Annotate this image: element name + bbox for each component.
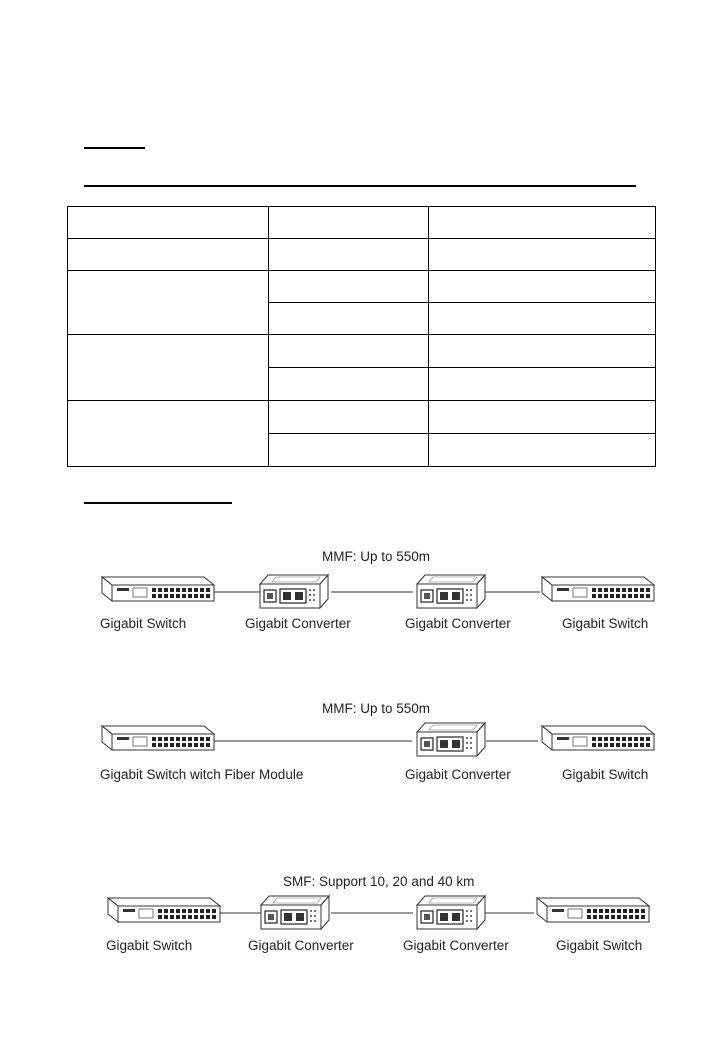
fiber-link — [486, 740, 538, 742]
table-cell-merged — [67, 400, 269, 467]
media-converter-icon — [253, 572, 335, 612]
device-label: Gigabit Switch — [556, 938, 643, 953]
media-converter-icon — [254, 893, 336, 933]
heading-underline-short — [84, 147, 145, 149]
link-label: MMF: Up to 550m — [322, 701, 431, 716]
table-cell — [268, 334, 429, 368]
table-cell — [428, 302, 656, 335]
media-converter-icon — [410, 572, 492, 612]
network-switch-icon — [535, 722, 657, 752]
table-cell — [428, 238, 656, 271]
table-cell — [428, 433, 656, 467]
table-cell — [67, 206, 269, 239]
link-label: SMF: Support 10, 20 and 40 km — [283, 874, 475, 889]
network-switch-icon — [95, 722, 217, 752]
table-cell — [268, 270, 429, 303]
table-cell — [67, 238, 269, 271]
device-label: Gigabit Converter — [248, 938, 354, 953]
table-cell — [428, 270, 656, 303]
fiber-link — [484, 591, 540, 593]
network-switch-icon — [530, 894, 652, 924]
table-cell — [428, 334, 656, 368]
table-cell — [268, 367, 429, 401]
table-cell-merged — [67, 334, 269, 401]
media-converter-icon — [410, 720, 492, 760]
media-converter-icon — [410, 893, 492, 933]
network-switch-icon — [535, 573, 657, 603]
device-label: Gigabit Converter — [405, 767, 511, 782]
table-cell — [428, 206, 656, 239]
table-cell — [268, 302, 429, 335]
fiber-link — [331, 912, 413, 914]
device-label: Gigabit Switch — [100, 616, 187, 631]
device-label: Gigabit Switch — [562, 767, 649, 782]
device-label: Gigabit Switch — [562, 616, 649, 631]
heading-underline-long — [84, 185, 636, 187]
section-heading-underline — [84, 502, 232, 504]
table-cell — [268, 433, 429, 467]
table-cell — [428, 400, 656, 434]
link-label: MMF: Up to 550m — [322, 549, 431, 564]
device-label: Gigabit Switch witch Fiber Module — [100, 767, 304, 782]
table-cell-merged — [67, 270, 269, 335]
device-label: Gigabit Converter — [403, 938, 509, 953]
device-label: Gigabit Converter — [245, 616, 351, 631]
device-label: Gigabit Converter — [405, 616, 511, 631]
table-cell — [268, 238, 429, 271]
table-cell — [268, 206, 429, 239]
network-switch-icon — [95, 573, 217, 603]
spec-table — [67, 206, 656, 467]
fiber-link — [331, 591, 413, 593]
device-label: Gigabit Switch — [106, 938, 193, 953]
network-switch-icon — [101, 894, 223, 924]
fiber-link — [212, 740, 412, 742]
table-cell — [268, 400, 429, 434]
table-cell — [428, 367, 656, 401]
